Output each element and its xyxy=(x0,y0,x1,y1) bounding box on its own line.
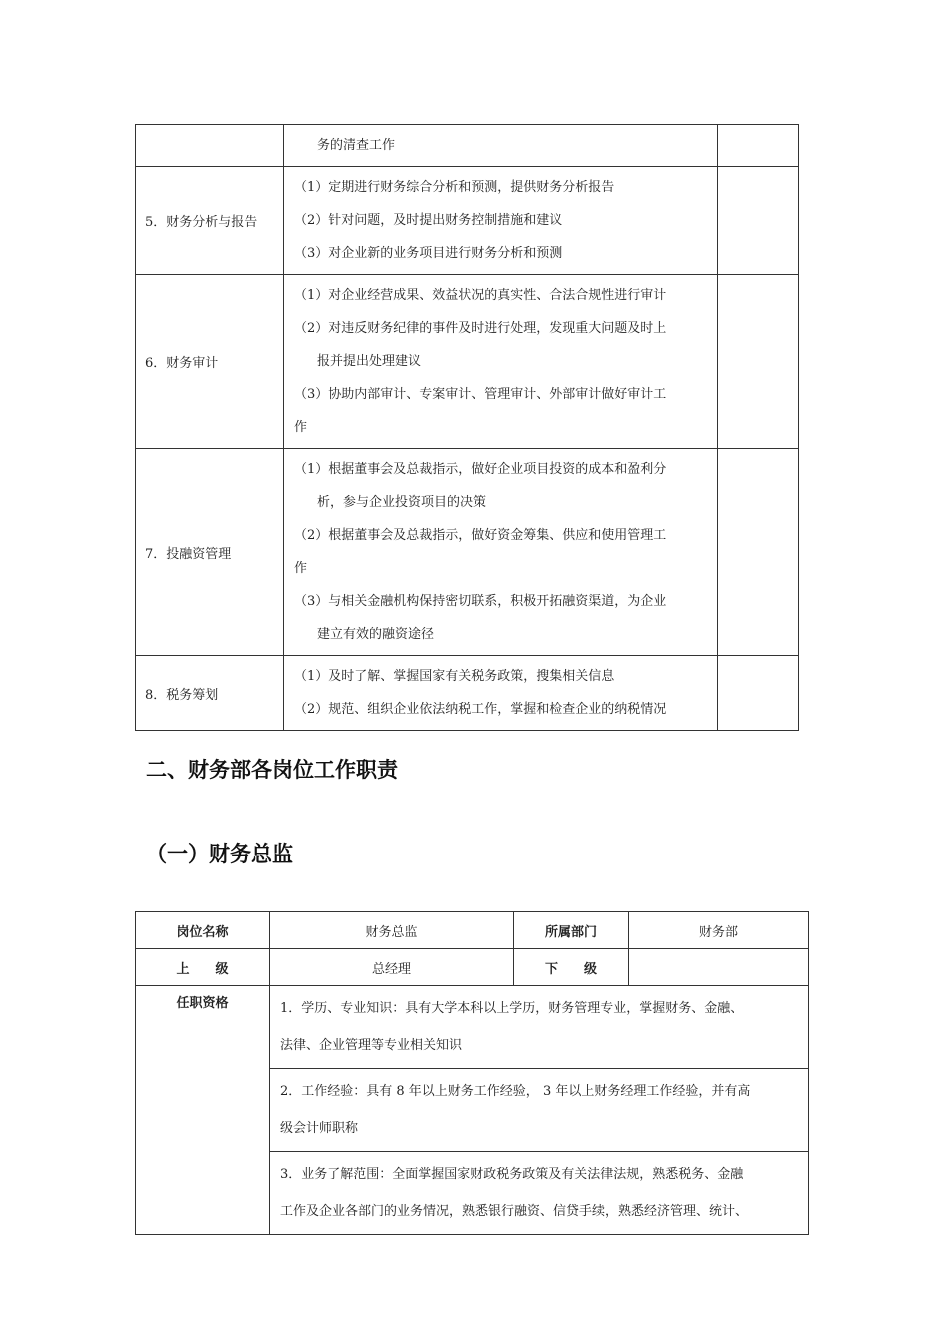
subordinate-label: 下 级 xyxy=(514,949,629,986)
qualification-line: 工作及企业各部门的业务情况，熟悉银行融资、信贷手续，熟悉经济管理、统计、 xyxy=(280,1204,749,1219)
duty-line: （1）定期进行财务综合分析和预测，提供财务分析报告 xyxy=(294,180,615,195)
duty-line: （1）根据董事会及总裁指示，做好企业项目投资的成本和盈利分 xyxy=(294,462,667,477)
duty-line: 报并提出处理建议 xyxy=(317,354,422,369)
section-title: 二、财务部各岗位工作职责 xyxy=(146,758,398,782)
duty-items-cell xyxy=(284,167,718,275)
duty-name-cell: 6．财务审计 xyxy=(136,275,284,449)
duty-name-cell xyxy=(136,125,284,167)
duty-line: （2）根据董事会及总裁指示，做好资金筹集、供应和使用管理工 xyxy=(294,528,667,543)
duty-table xyxy=(135,124,799,731)
duty-row xyxy=(136,449,799,656)
duty-line: 析，参与企业投资项目的决策 xyxy=(317,495,487,510)
qualification-line: 2．工作经验：具有 8 年以上财务工作经验， 3 年以上财务经理工作经验，并有高 xyxy=(280,1084,751,1099)
qualification-line: 3．业务了解范围：全面掌握国家财政税务政策及有关法律法规，熟悉税务、金融 xyxy=(280,1167,744,1182)
superior-row xyxy=(136,949,809,986)
duty-line: （2）对违反财务纪律的事件及时进行处理，发现重大问题及时上 xyxy=(294,321,667,336)
superior-value: 总经理 xyxy=(270,949,514,986)
duty-items-cell xyxy=(284,656,718,731)
duty-line: （3）对企业新的业务项目进行财务分析和预测 xyxy=(294,246,563,261)
duty-line: 作 xyxy=(294,561,308,576)
post-name-label: 岗位名称 xyxy=(136,912,270,949)
duty-line: 务的清查工作 xyxy=(317,138,396,153)
duty-row xyxy=(136,656,799,731)
post-name-value: 财务总监 xyxy=(270,912,514,949)
superior-label: 上 级 xyxy=(136,949,270,986)
duty-row xyxy=(136,125,799,167)
duty-line: 建立有效的融资途径 xyxy=(317,627,435,642)
qualification-cell xyxy=(270,1069,809,1152)
duty-remark-cell xyxy=(718,275,799,449)
subordinate-value xyxy=(629,949,809,986)
post-name-row xyxy=(136,912,809,949)
qualification-line: 1．学历、专业知识：具有大学本科以上学历，财务管理专业，掌握财务、金融、 xyxy=(280,1001,744,1016)
duty-remark-cell xyxy=(718,449,799,656)
post-table xyxy=(135,911,809,1235)
duty-items-cell xyxy=(284,275,718,449)
duty-line: （3）协助内部审计、专案审计、管理审计、外部审计做好审计工 xyxy=(294,387,667,402)
duty-line: （1）对企业经营成果、效益状况的真实性、合法合规性进行审计 xyxy=(294,288,667,303)
dept-value: 财务部 xyxy=(629,912,809,949)
qualification-line: 级会计师职称 xyxy=(280,1121,359,1136)
duty-row xyxy=(136,275,799,449)
duty-items-cell xyxy=(284,125,718,167)
duty-items-cell xyxy=(284,449,718,656)
duty-name-cell: 7．投融资管理 xyxy=(136,449,284,656)
duty-name-cell: 5．财务分析与报告 xyxy=(136,167,284,275)
qualification-row-1 xyxy=(136,986,809,1069)
qualification-line: 法律、企业管理等专业相关知识 xyxy=(280,1038,463,1053)
dept-label: 所属部门 xyxy=(514,912,629,949)
qualification-cell xyxy=(270,986,809,1069)
duty-name-cell: 8．税务筹划 xyxy=(136,656,284,731)
duty-line: （2）针对问题，及时提出财务控制措施和建议 xyxy=(294,213,563,228)
duty-line: （1）及时了解、掌握国家有关税务政策，搜集相关信息 xyxy=(294,669,615,684)
qualification-label: 任职资格 xyxy=(136,986,270,1235)
qualification-cell xyxy=(270,1152,809,1235)
duty-line: （3）与相关金融机构保持密切联系，积极开拓融资渠道，为企业 xyxy=(294,594,667,609)
duty-remark-cell xyxy=(718,125,799,167)
sub-title: （一）财务总监 xyxy=(146,842,293,866)
duty-line: 作 xyxy=(294,420,308,435)
duty-row xyxy=(136,167,799,275)
duty-line: （2）规范、组织企业依法纳税工作，掌握和检查企业的纳税情况 xyxy=(294,702,667,717)
duty-remark-cell xyxy=(718,656,799,731)
duty-remark-cell xyxy=(718,167,799,275)
